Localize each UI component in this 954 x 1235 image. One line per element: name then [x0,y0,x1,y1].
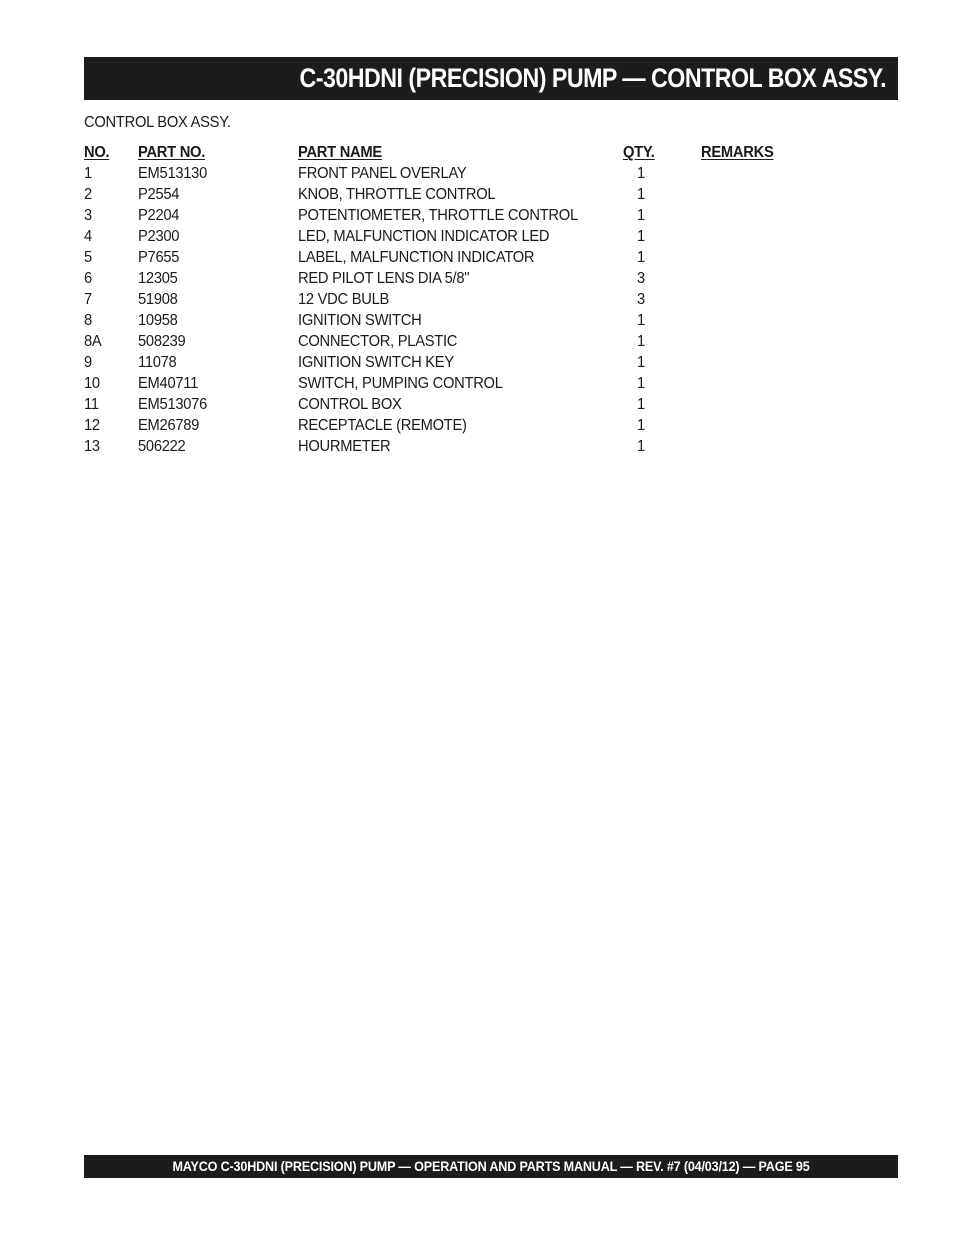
table-row [84,311,804,332]
cell-part-name: RED PILOT LENS DIA 5/8" [298,270,470,287]
cell-no: 6 [84,270,92,287]
cell-part-no: 506222 [138,438,186,455]
table-row [84,185,804,206]
cell-qty: 1 [637,228,645,245]
cell-qty: 1 [637,312,645,329]
cell-part-no: EM26789 [138,417,200,434]
cell-no: 10 [84,375,100,392]
section-label: CONTROL BOX ASSY. [84,114,231,131]
table-row [84,416,804,437]
cell-no: 1 [84,165,92,182]
cell-part-no: P2554 [138,186,180,203]
cell-part-no: 11078 [138,354,177,371]
cell-part-no: P2300 [138,228,180,245]
cell-part-name: SWITCH, PUMPING CONTROL [298,375,503,392]
header-remarks: REMARKS [701,144,774,161]
header-qty: QTY. [623,144,655,161]
table-header-row [84,143,804,164]
cell-part-name: KNOB, THROTTLE CONTROL [298,186,496,203]
cell-no: 2 [84,186,92,203]
table-row [84,395,804,416]
table-row [84,290,804,311]
cell-part-name: LED, MALFUNCTION INDICATOR LED [298,228,550,245]
header-part-no: PART NO. [138,144,206,161]
table-row [84,227,804,248]
cell-qty: 1 [637,396,645,413]
cell-part-no: 508239 [138,333,186,350]
cell-part-name: 12 VDC BULB [298,291,390,308]
table-row [84,353,804,374]
cell-qty: 3 [637,270,645,287]
cell-part-name: RECEPTACLE (REMOTE) [298,417,467,434]
cell-qty: 1 [637,417,645,434]
table-row [84,374,804,395]
cell-qty: 1 [637,438,645,455]
cell-qty: 1 [637,207,645,224]
cell-part-no: EM513076 [138,396,207,413]
cell-no: 9 [84,354,92,371]
footer-bar [84,1155,898,1178]
cell-part-name: LABEL, MALFUNCTION INDICATOR [298,249,535,266]
table-row [84,332,804,353]
cell-part-name: HOURMETER [298,438,391,455]
cell-part-no: 51908 [138,291,178,308]
cell-no: 12 [84,417,100,434]
cell-qty: 1 [637,354,645,371]
table-row [84,164,804,185]
cell-part-name: IGNITION SWITCH KEY [298,354,454,371]
table-row [84,206,804,227]
cell-part-name: CONNECTOR, PLASTIC [298,333,458,350]
cell-qty: 1 [637,333,645,350]
cell-part-name: CONTROL BOX [298,396,402,413]
table-row [84,248,804,269]
cell-part-name: POTENTIOMETER, THROTTLE CONTROL [298,207,578,224]
table-row [84,269,804,290]
footer-text: MAYCO C-30HDNI (PRECISION) PUMP — OPERATION AND PARTS MANUAL — REV. #7 (04/03/12) — PAGE 95 [172,1158,810,1174]
cell-part-no: P7655 [138,249,180,266]
page-title: C-30HDNI (PRECISION) PUMP — CONTROL BOX ASSY. [299,63,886,93]
cell-part-no: 10958 [138,312,178,329]
cell-part-no: P2204 [138,207,180,224]
cell-no: 8 [84,312,92,329]
title-bar [84,57,898,100]
header-no: NO. [84,144,110,161]
cell-no: 4 [84,228,92,245]
cell-part-no: 12305 [138,270,178,287]
table-row [84,437,804,458]
cell-no: 8A [84,333,102,350]
cell-qty: 1 [637,375,645,392]
cell-no: 13 [84,438,100,455]
cell-no: 3 [84,207,92,224]
cell-no: 5 [84,249,92,266]
cell-qty: 3 [637,291,645,308]
header-part-name: PART NAME [298,144,382,161]
cell-qty: 1 [637,186,645,203]
cell-no: 7 [84,291,92,308]
cell-part-name: IGNITION SWITCH [298,312,422,329]
cell-qty: 1 [637,249,645,266]
cell-part-no: EM513130 [138,165,207,182]
cell-qty: 1 [637,165,645,182]
cell-no: 11 [84,396,99,413]
parts-table [84,143,804,458]
cell-part-name: FRONT PANEL OVERLAY [298,165,467,182]
cell-part-no: EM40711 [138,375,199,392]
